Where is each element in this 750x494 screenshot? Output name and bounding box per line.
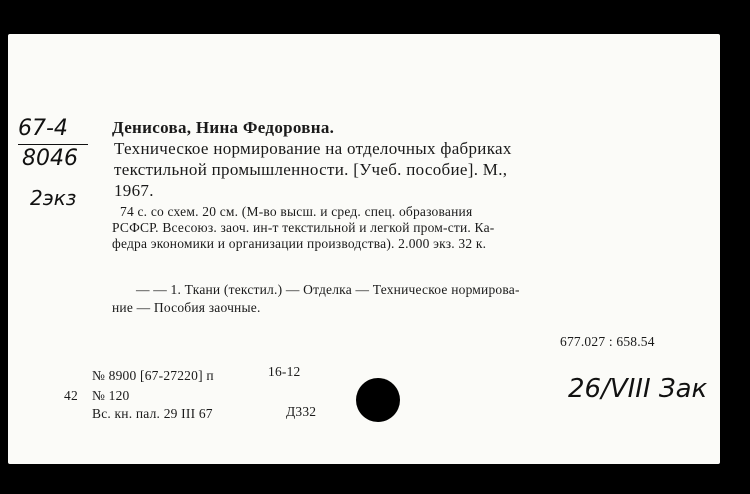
subject-line-1: — — 1. Ткани (текстил.) — Отделка — Техническое нормирова- <box>136 282 520 297</box>
author-heading: Денисова, Нина Федоровна. <box>112 118 335 137</box>
handwritten-signature: 26/VIII Зак <box>568 374 708 404</box>
handwritten-inventory-number: 8046 <box>22 146 78 171</box>
footer-page-prefix: 42 <box>64 388 78 403</box>
description-line-1: 74 с. со схем. 20 см. (М-во высш. и сред. спец. образования <box>120 204 473 219</box>
footer-code: Д332 <box>286 404 317 419</box>
hole-punch <box>356 378 400 422</box>
book-chamber-line: Вс. кн. пал. 29 III 67 <box>92 406 213 421</box>
handwritten-copies: 2экз <box>30 186 77 210</box>
title-line-2: текстильной промышленности. [Учеб. пособие]. М., <box>114 160 508 179</box>
footer-number-line: № 8900 [67-27220] п <box>92 368 214 383</box>
footer-number-suffix: 16-12 <box>268 364 301 379</box>
subject-line-2: ние — Пособия заочные. <box>112 300 261 315</box>
publication-year: 1967. <box>114 181 154 200</box>
description-line-2: РСФСР. Всесоюз. заоч. ин-т текстильной и легкой пром-сти. Ка- <box>112 220 495 235</box>
footer-number-line-2: № 120 <box>92 388 130 403</box>
description-line-3: федра экономики и организации производства). 2.000 экз. 32 к. <box>112 236 487 251</box>
title-line-1: Техническое нормирование на отделочных фабриках <box>114 139 512 158</box>
handwritten-call-number: 67-4 <box>18 116 68 141</box>
classification-code: 677.027 : 658.54 <box>560 334 655 349</box>
catalog-card <box>8 34 720 464</box>
handwritten-underline <box>18 144 88 145</box>
